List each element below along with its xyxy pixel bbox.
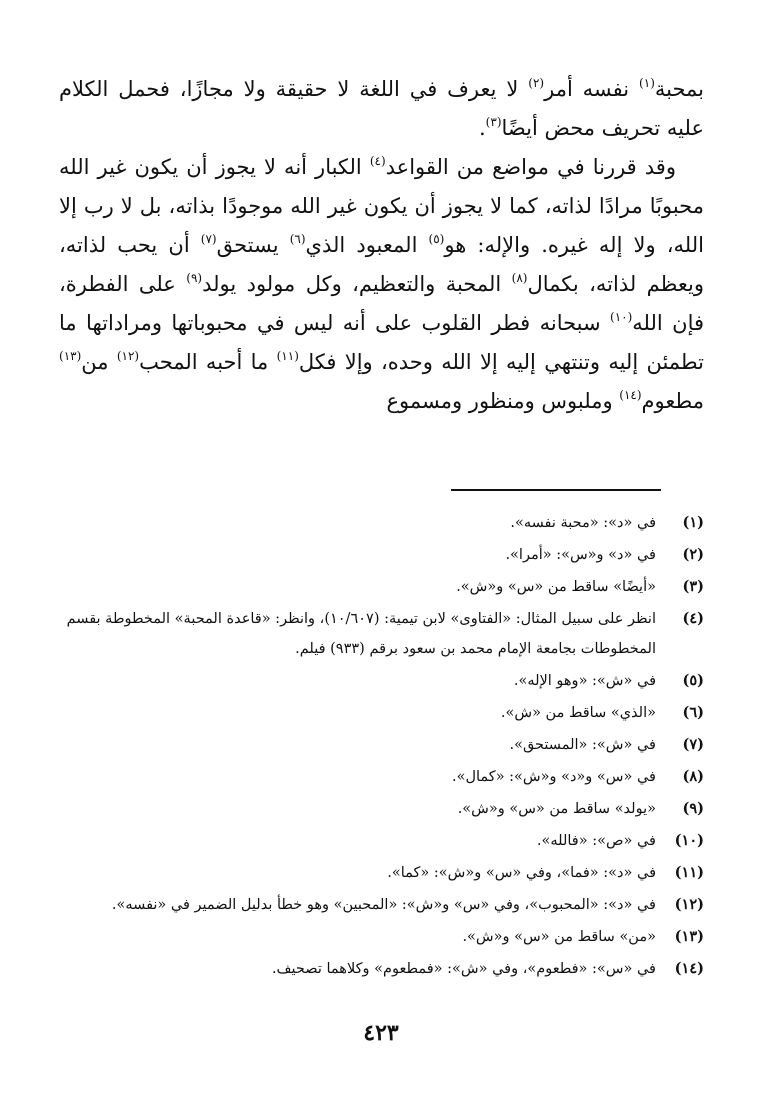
footnote-1 [59,508,704,540]
footnote-marker-14[interactable]: (١٤) [619,388,642,402]
footnote-text: «من» ساقط من «س» و«ش». [462,929,656,945]
footnote-marker-3[interactable]: (٣) [485,115,502,129]
paragraph-2: وقد قررنا في مواضع من القواعد$^{(٤)}$ الكبار أنه لا يجوز أن يكون غير الله محبوبًا مرادًا لذاته، كما لا يجوز أن يكون غير الله موجودًا بذاته، بل لا رب إلا الله، ولا إله غيره. والإله: هو$^{(٥)}$ المعبود الذي$^{(٦)}$ يستحق$^{(٧)}$ أن يحب لذاته، ويعظم لذاته، بكمال$^{(٨)}$ المحبة والتعظيم، وكل مولود يولد$^{(٩)}$ على الفطرة، فإن الله$^{(١٠)}$ سبحانه فطر القلوب على أنه ليس في محبوباتها ومراداتها ما تطمئن إليه وتنتهي إليه إلا الله وحده، وإلا فكل$^{(١١)}$ ما أحبه المحب$^{(١٢)}$ من$^{(١٣)}$ مطعوم$^{(١٤)}$ وملبوس ومنظور ومسموع [59,154,705,413]
footnote-2 [59,540,704,572]
footnote-text: في «ش»: «المستحق». [509,737,656,753]
footnote-text: في «د»: «المحبوب»، وفي «س» و«ش»: «المحبين» وهو خطأ بدليل الضمير في «نفسه». [111,897,656,913]
footnote-number: (٣) [682,578,704,595]
footnote-text: «أيضًا» ساقط من «س» و«ش». [456,579,656,595]
footnote-number: (١٣) [674,928,704,945]
footnote-9 [59,794,704,826]
footnote-number: (١٢) [674,896,704,913]
footnote-marker-10[interactable]: (١٠) [610,310,633,324]
footnote-text: في «س»: «فطعوم»، وفي «ش»: «فمطعوم» وكلاهما تصحيف. [271,961,656,977]
footnote-text: في «د»: «محبة نفسه». [510,515,656,531]
footnote-7 [59,730,704,762]
footnote-text: في «د» و«س»: «أمرا». [505,547,656,563]
footnote-10 [59,826,704,858]
page-number: ٤٢٣ [363,1020,399,1046]
footnote-4 [59,604,704,666]
footnotes-list [59,508,704,986]
footnote-text: في «د»: «فما»، وفي «س» و«ش»: «كما». [387,865,656,881]
footnote-marker-8[interactable]: (٨) [511,271,528,285]
footnote-marker-12[interactable]: (١٢) [116,349,140,363]
footnote-8 [59,762,704,794]
footnote-number: (٨) [682,768,704,785]
footnote-13 [59,922,704,954]
footnote-marker-5[interactable]: (٥) [428,232,445,246]
footnote-separator [451,489,661,491]
footnote-12 [59,890,704,922]
paragraph-1: بمحبة$^{(١)}$ نفسه أمر$^{(٢)}$ لا يعرف في اللغة لا حقيقة ولا مجازًا، فحمل الكلام عليه تحريف محض أيضًا$^{(٣)}$. [59,76,705,140]
footnote-text: «الذي» ساقط من «ش». [500,705,656,721]
footnote-number: (٩) [682,800,704,817]
footnote-14 [59,954,704,986]
footnote-marker-11[interactable]: (١١) [276,349,299,363]
footnote-text: «يولد» ساقط من «س» و«ش». [457,801,656,817]
footnote-number: (٢) [682,546,704,563]
footnote-marker-6[interactable]: (٦) [289,232,306,246]
footnote-text: في «س» و«د» و«ش»: «كمال». [451,769,656,785]
footnote-marker-13[interactable]: (١٣) [59,349,82,363]
footnote-number: (٧) [682,736,704,753]
footnote-marker-4[interactable]: (٤) [369,154,386,168]
footnote-marker-2[interactable]: (٢) [528,76,545,90]
footnote-number: (١) [682,514,704,531]
footnote-marker-1[interactable]: (١) [639,76,655,90]
footnote-number: (٤) [682,610,704,627]
footnote-6 [59,698,704,730]
footnote-number: (٦) [682,704,704,721]
main-text [59,70,704,421]
footnote-text: في «ص»: «فالله». [536,833,656,849]
footnote-text: في «ش»: «وهو الإله». [513,673,656,689]
footnote-number: (١٤) [674,960,704,977]
footnote-number: (٥) [682,672,704,689]
footnote-5 [59,666,704,698]
footnote-marker-9[interactable]: (٩) [186,271,203,285]
footnote-number: (١٠) [674,832,704,849]
footnote-text: انظر على سبيل المثال: «الفتاوى» لابن تيمية: (١٠/٦٠٧)، وانظر: «قاعدة المحبة» المخطوطة بقسم المخطوطات بجامعة الإمام محمد بن سعود برقم (٩٣٣) فيلم. [66,611,656,657]
footnote-number: (١١) [674,864,704,881]
footnote-3 [59,572,704,604]
footnote-11 [59,858,704,890]
footnote-marker-7[interactable]: (٧) [200,232,217,246]
